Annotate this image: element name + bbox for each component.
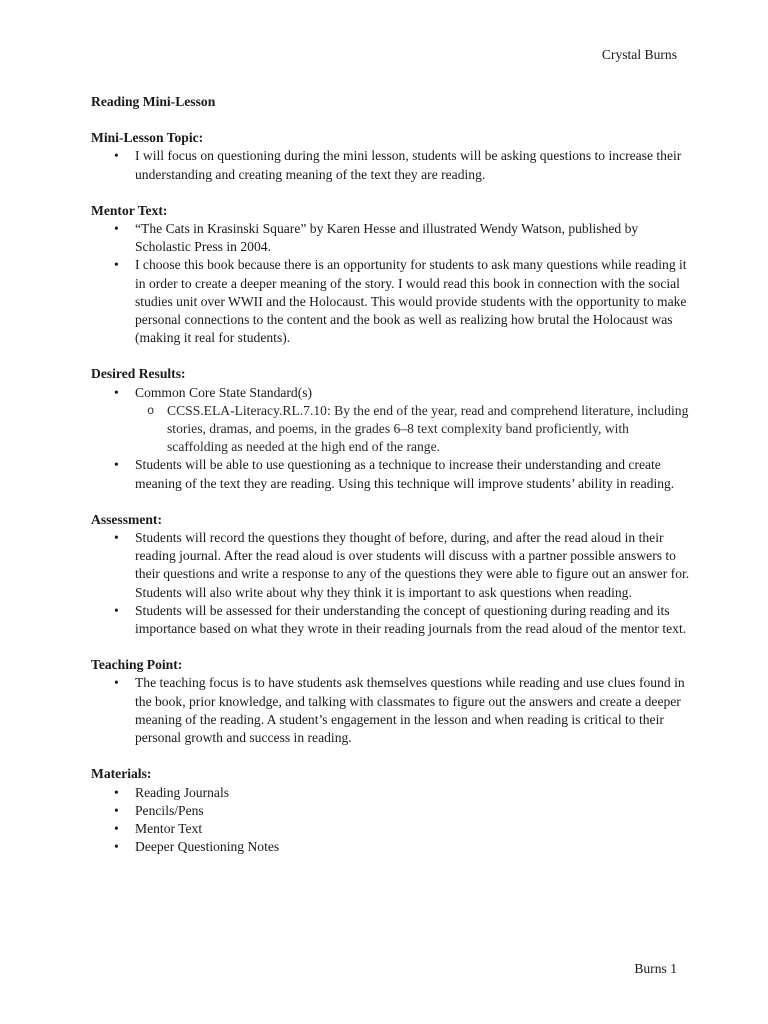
section-mentor-text [91,202,691,348]
section-title: Assessment: [91,511,162,527]
bullet-list [91,784,691,857]
bullet-list [91,674,691,747]
document-body [91,93,691,856]
list-item: • The teaching focus is to have students ask themselves questions while reading and use clues found in the book, prior knowledge, and talking with classmates to figure out the answers and create a deeper meaning of the reading. A student’s engagement in the lesson and when reading is critical to their personal growth and success in reading. [91,674,691,747]
bullet-list [91,147,691,183]
section-desired-results [91,365,691,492]
section-title: Mini-Lesson Topic: [91,130,204,146]
section-title: Desired Results: [91,366,186,382]
list-item: • Students will be assessed for their understanding the concept of questioning during reading and its importance based on what they wrote in their reading journals from the read aloud of the mentor text. [91,602,691,638]
section-title: Materials: [91,766,152,782]
section-title: Mentor Text: [91,202,168,218]
list-item-text: Common Core State Standard(s) [135,384,313,400]
list-item: • Students will record the questions they thought of before, during, and after the read aloud in their reading journal. After the read aloud is over students will discuss with a partner possible answers to their questions and write a response to any of the questions they were able to figure out an answer for. Students will also write about why they think it is important to ask questions when reading. [91,529,691,602]
bullet-list [91,384,691,493]
list-item: • Deeper Questioning Notes [91,838,691,856]
section-teaching-point [91,656,691,747]
list-item: • Pencils/Pens [91,802,691,820]
bullet-list [91,529,691,638]
list-item: • I choose this book because there is an opportunity for students to ask many questions while reading it in order to create a deeper meaning of the story. I would read this book in connection with the social studies unit over WWII and the Holocaust. This would provide students with the opportunity to make personal connections to the content and the book as well as realizing how brutal the Holocaust was (making it real for students). [91,256,691,347]
list-item: • I will focus on questioning during the mini lesson, students will be asking questions to increase their understanding and creating meaning of the text they are reading. [91,147,691,183]
section-mini-lesson-topic [91,129,691,184]
sub-list [135,402,691,457]
list-item: • Mentor Text [91,820,691,838]
section-assessment [91,511,691,638]
header-author: Crystal Burns [601,47,677,62]
standard-item: o CCSS.ELA-Literacy.RL.7.10: By the end of the year, read and comprehend literature, including stories, dramas, and poems, in the grades 6–8 text complexity band proficiently, with scaffolding as needed at the high end of the range. [135,402,691,457]
bullet-list [91,220,691,347]
section-materials [91,765,691,856]
document-title: Reading Mini-Lesson [91,94,216,109]
footer-page-number: Burns 1 [634,961,677,976]
list-item: • Students will be able to use questioning as a technique to increase their understanding and create meaning of the text they are reading. Using this technique will improve students’ ability in reading. [91,456,691,492]
section-title: Teaching Point: [91,657,183,673]
list-item [91,384,691,457]
list-item: • Reading Journals [91,784,691,802]
list-item: • “The Cats in Krasinski Square” by Karen Hesse and illustrated Wendy Watson, published by Scholastic Press in 2004. [91,220,691,256]
